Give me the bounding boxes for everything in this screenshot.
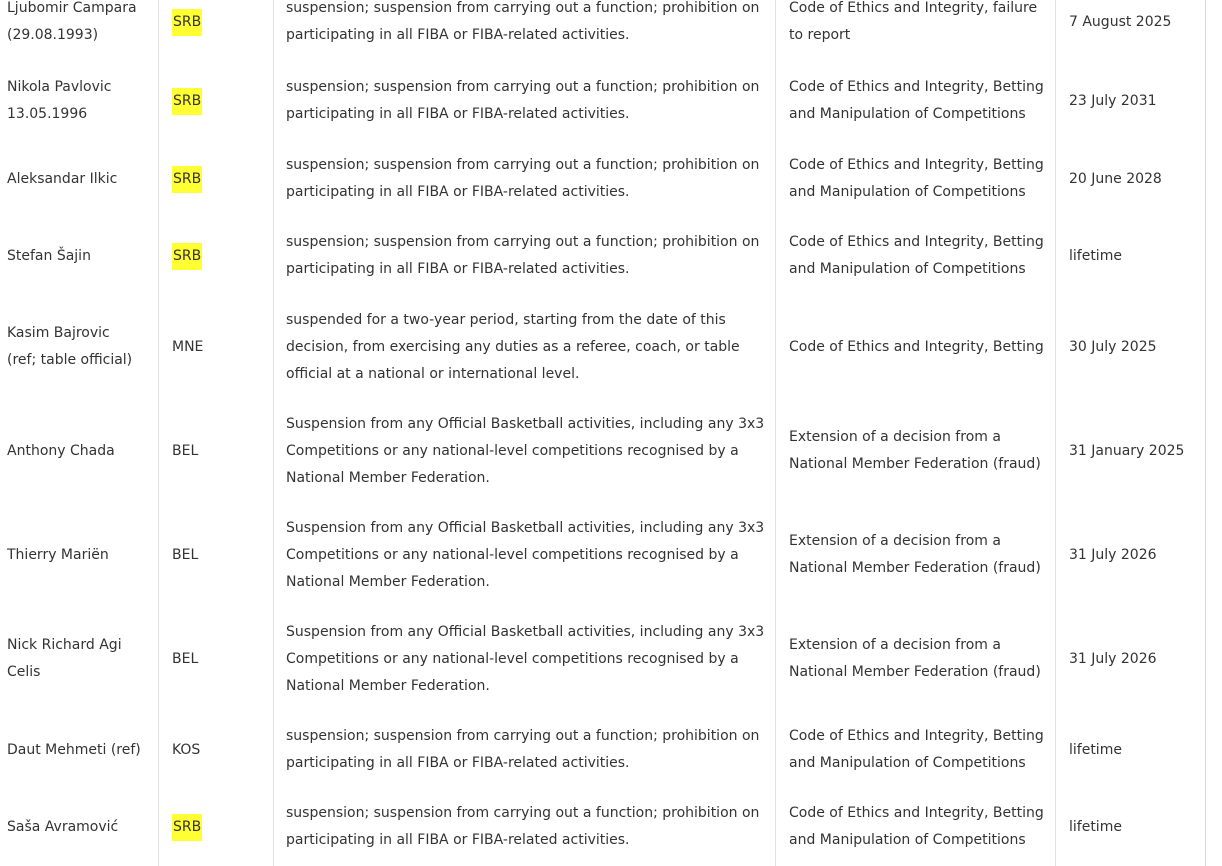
sanction-text: suspension; suspension from carrying out a function; prohibition on participating in all FIBA or FIBA-related activities.	[286, 805, 760, 848]
name-cell	[7, 799, 155, 855]
country-cell	[172, 410, 267, 492]
sanction-text: suspension; suspension from carrying out a function; prohibition on participating in all FIBA or FIBA-related activities.	[286, 234, 760, 277]
until-cell	[1069, 618, 1204, 700]
person-name: Stefan Šajin	[7, 247, 91, 264]
sanction-cell	[286, 514, 768, 596]
ground-text: Code of Ethics and Integrity, failure to report	[789, 0, 1038, 43]
ground-text: Code of Ethics and Integrity, Betting and Manipulation of Competitions	[789, 234, 1044, 277]
name-cell	[7, 306, 155, 388]
country-code: SRB	[172, 814, 202, 841]
ground-text: Extension of a decision from a National Member Federation (fraud)	[789, 637, 1041, 680]
table-row	[0, 799, 1206, 855]
country-cell	[172, 228, 267, 284]
sanction-text: suspension; suspension from carrying out a function; prohibition on participating in all FIBA or FIBA-related activities.	[286, 0, 760, 43]
table-row	[0, 618, 1206, 700]
table-row	[0, 722, 1206, 778]
ground-text: Extension of a decision from a National Member Federation (fraud)	[789, 533, 1041, 576]
ground-cell	[789, 799, 1051, 855]
until-cell	[1069, 514, 1204, 596]
ground-cell	[789, 228, 1051, 284]
sanction-cell	[286, 0, 768, 50]
until-cell	[1069, 722, 1204, 778]
ground-cell	[789, 618, 1051, 700]
ground-text: Code of Ethics and Integrity, Betting and Manipulation of Competitions	[789, 805, 1044, 848]
person-name: Nick Richard Agi Celis	[7, 637, 122, 680]
until-date: lifetime	[1069, 818, 1122, 835]
person-name: Saša Avramović	[7, 818, 119, 835]
person-name: Anthony Chada	[7, 442, 115, 459]
table-row	[0, 410, 1206, 492]
name-cell	[7, 151, 155, 207]
country-cell	[172, 0, 267, 50]
name-cell	[7, 73, 155, 129]
until-date: 23 July 2031	[1069, 92, 1157, 109]
ground-text: Code of Ethics and Integrity, Betting and Manipulation of Competitions	[789, 157, 1044, 200]
person-name: Nikola Pavlovic 13.05.1996	[7, 79, 112, 122]
ground-cell	[789, 0, 1051, 50]
ground-cell	[789, 151, 1051, 207]
name-cell	[7, 410, 155, 492]
country-code: BEL	[172, 546, 199, 563]
country-code: BEL	[172, 442, 199, 459]
ground-cell	[789, 410, 1051, 492]
until-date: 30 July 2025	[1069, 338, 1157, 355]
name-cell	[7, 514, 155, 596]
person-name: Ljubomir Campara (29.08.1993)	[7, 0, 137, 43]
country-code: SRB	[172, 88, 202, 115]
until-date: 20 June 2028	[1069, 170, 1162, 187]
name-cell	[7, 0, 155, 50]
until-date: 31 July 2026	[1069, 650, 1157, 667]
table-row	[0, 73, 1206, 129]
sanction-text: suspension; suspension from carrying out a function; prohibition on participating in all FIBA or FIBA-related activities.	[286, 728, 760, 771]
sanction-cell	[286, 618, 768, 700]
ground-text: Code of Ethics and Integrity, Betting and Manipulation of Competitions	[789, 728, 1044, 771]
sanction-cell	[286, 799, 768, 855]
ground-cell	[789, 514, 1051, 596]
until-date: lifetime	[1069, 741, 1122, 758]
ground-cell	[789, 722, 1051, 778]
until-cell	[1069, 306, 1204, 388]
ground-cell	[789, 306, 1051, 388]
name-cell	[7, 618, 155, 700]
sanction-text: Suspension from any Official Basketball activities, including any 3x3 Competitions or any national-level competitions recognised by a National Member Federation.	[286, 519, 765, 590]
until-date: 31 July 2026	[1069, 546, 1157, 563]
person-name: Aleksandar Ilkic	[7, 170, 118, 187]
until-cell	[1069, 73, 1204, 129]
sanction-cell	[286, 306, 768, 388]
table-row	[0, 306, 1206, 388]
country-cell	[172, 799, 267, 855]
table-row	[0, 151, 1206, 207]
ground-cell	[789, 73, 1051, 129]
country-cell	[172, 151, 267, 207]
sanction-text: Suspension from any Official Basketball activities, including any 3x3 Competitions or any national-level competitions recognised by a National Member Federation.	[286, 623, 765, 694]
until-cell	[1069, 228, 1204, 284]
until-cell	[1069, 799, 1204, 855]
until-cell	[1069, 151, 1204, 207]
country-cell	[172, 722, 267, 778]
person-name: Daut Mehmeti (ref)	[7, 741, 141, 758]
country-code: BEL	[172, 650, 199, 667]
country-code: SRB	[172, 243, 202, 270]
ground-text: Extension of a decision from a National Member Federation (fraud)	[789, 429, 1041, 472]
sanction-cell	[286, 410, 768, 492]
name-cell	[7, 228, 155, 284]
sanction-cell	[286, 73, 768, 129]
sanction-text: suspended for a two-year period, starting from the date of this decision, from exercising any duties as a referee, coach, or table official at a national or international level.	[286, 311, 740, 382]
table-row	[0, 0, 1206, 50]
sanction-text: Suspension from any Official Basketball activities, including any 3x3 Competitions or any national-level competitions recognised by a National Member Federation.	[286, 415, 765, 486]
until-date: 31 January 2025	[1069, 442, 1185, 459]
country-code: SRB	[172, 9, 202, 36]
sanction-text: suspension; suspension from carrying out a function; prohibition on participating in all FIBA or FIBA-related activities.	[286, 157, 760, 200]
ground-text: Code of Ethics and Integrity, Betting and Manipulation of Competitions	[789, 79, 1044, 122]
sanction-text: suspension; suspension from carrying out a function; prohibition on participating in all FIBA or FIBA-related activities.	[286, 79, 760, 122]
until-date: lifetime	[1069, 247, 1122, 264]
person-name: Kasim Bajrovic (ref; table official)	[7, 325, 133, 368]
until-date: 7 August 2025	[1069, 13, 1172, 30]
country-code: KOS	[172, 741, 201, 758]
country-code: SRB	[172, 166, 202, 193]
person-name: Thierry Mariën	[7, 546, 109, 563]
table-row	[0, 228, 1206, 284]
ground-text: Code of Ethics and Integrity, Betting	[789, 338, 1044, 355]
table-row	[0, 514, 1206, 596]
country-cell	[172, 618, 267, 700]
sanction-cell	[286, 228, 768, 284]
country-cell	[172, 73, 267, 129]
country-cell	[172, 514, 267, 596]
until-cell	[1069, 0, 1204, 50]
country-code: MNE	[172, 338, 204, 355]
sanction-cell	[286, 151, 768, 207]
until-cell	[1069, 410, 1204, 492]
country-cell	[172, 306, 267, 388]
sanction-cell	[286, 722, 768, 778]
name-cell	[7, 722, 155, 778]
